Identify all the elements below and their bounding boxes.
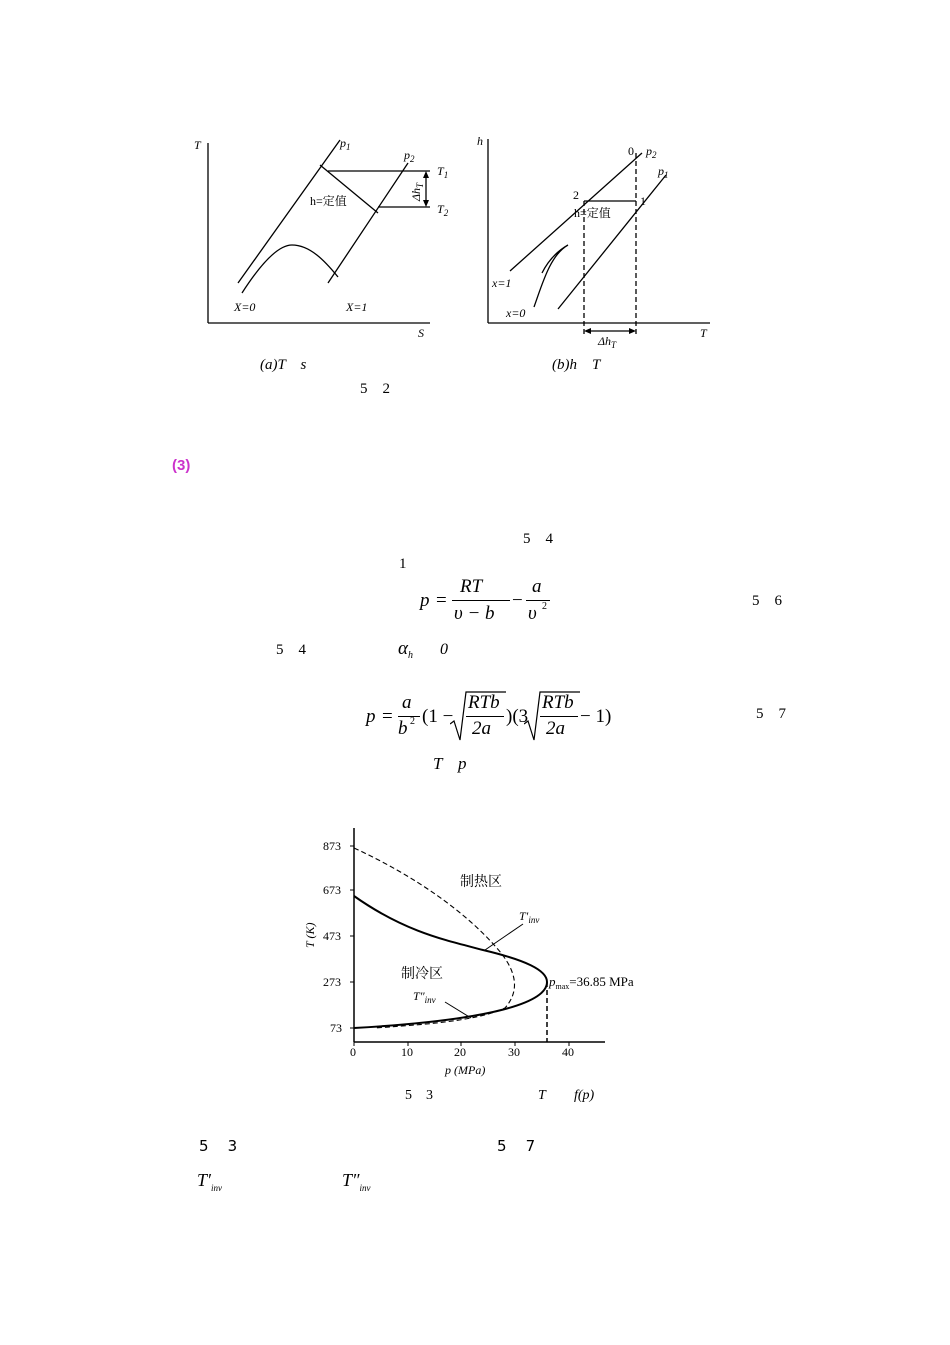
section-marker: (3) bbox=[172, 457, 191, 474]
eq57-p: p bbox=[366, 706, 376, 727]
cooling-zone-label: 制冷区 bbox=[401, 966, 443, 982]
ts-dh: $\Delta h_T$ bbox=[409, 182, 425, 201]
figure-5-3 bbox=[295, 822, 660, 1092]
eq56-den1: υ − b bbox=[454, 603, 495, 624]
equation-5-6 bbox=[420, 576, 547, 628]
eq57-sqrt2-den: 2a bbox=[546, 718, 565, 739]
bottom-t-prime-inv: $T'_{inv}$ bbox=[197, 1170, 222, 1193]
ht-axis-x: T bbox=[700, 326, 707, 340]
ht-p1: $p_1$ bbox=[658, 164, 669, 180]
eq57-part1: (1 − bbox=[422, 706, 454, 727]
ht-dh: $\Delta h_T$ bbox=[598, 334, 617, 350]
eq57-frac-num: a bbox=[402, 692, 412, 713]
ts-h-const: h=定值 bbox=[310, 194, 347, 208]
ts-p2: $p_2$ bbox=[404, 148, 415, 164]
ts-x0: X=0 bbox=[234, 300, 256, 314]
figure-5-3-caption-T: T bbox=[538, 1088, 546, 1103]
eq56-den2-exp: 2 bbox=[542, 601, 547, 612]
eq56-bar1 bbox=[452, 600, 510, 601]
ts-axis-x: S bbox=[418, 326, 424, 340]
eq56-num2: a bbox=[532, 576, 542, 597]
heating-zone-label: 制热区 bbox=[460, 874, 502, 890]
item-number-1: 1 bbox=[399, 556, 407, 572]
eq57-sqrt2-bar bbox=[540, 716, 578, 717]
eq56-num1: RT bbox=[460, 576, 483, 597]
figure-5-3-number: 5 3 bbox=[405, 1088, 433, 1103]
figure-5-3-caption-f: f(p) bbox=[574, 1088, 595, 1103]
bottom-ref-5-7: 5 7 bbox=[497, 1137, 536, 1155]
alpha-zero: 0 bbox=[440, 641, 448, 658]
eq57-frac-den: b bbox=[398, 718, 408, 739]
y-axis-label: T (K) bbox=[303, 922, 317, 948]
ht-x0: x=0 bbox=[506, 306, 526, 320]
ts-t2: $T_2$ bbox=[437, 202, 449, 218]
ht-pt0: 0 bbox=[628, 144, 634, 158]
eq57-sqrt1-num: RTb bbox=[468, 692, 500, 713]
x-tick-10: 10 bbox=[401, 1045, 413, 1059]
alpha-symbol: $\alpha_h$ bbox=[398, 638, 413, 661]
tp-line-T: T bbox=[433, 754, 443, 773]
x-tick-0: 0 bbox=[350, 1045, 356, 1059]
alpha-line-ref: 5 4 bbox=[276, 642, 306, 658]
ht-x1: x=1 bbox=[492, 276, 512, 290]
ref-5-4: 5 4 bbox=[523, 531, 553, 547]
eq57-sqrt2-num: RTb bbox=[542, 692, 574, 713]
eq57-number: 5 7 bbox=[756, 706, 786, 722]
ts-p1: $p_1$ bbox=[340, 136, 351, 152]
x-tick-30: 30 bbox=[508, 1045, 520, 1059]
pmax-label: $p_{max}=36.85$ MPa bbox=[549, 974, 634, 991]
caption-ts: (a)T s bbox=[260, 357, 307, 373]
y-tick-673: 673 bbox=[323, 883, 341, 897]
panel-ts bbox=[208, 140, 430, 323]
bottom-t-dprime-inv: $T''_{inv}$ bbox=[342, 1170, 371, 1193]
ht-h-const: h=定值 bbox=[574, 206, 611, 220]
tp-line-p: p bbox=[458, 754, 467, 773]
y-tick-73: 73 bbox=[330, 1021, 342, 1035]
eq56-minus: − bbox=[512, 590, 523, 611]
figure-5-2 bbox=[180, 125, 740, 355]
eq56-den2: υ bbox=[528, 603, 537, 624]
caption-ht: (b)h T bbox=[552, 357, 601, 373]
arrow-left bbox=[584, 328, 591, 334]
figure-5-2-number: 5 2 bbox=[360, 381, 390, 397]
eq56-p: p bbox=[420, 590, 430, 611]
x-axis-label: p (MPa) bbox=[445, 1063, 486, 1077]
eq57-eq: = bbox=[382, 706, 393, 727]
ts-axis-y: T bbox=[194, 138, 201, 152]
t-dprime-inv-label: $T''_{inv}$ bbox=[413, 989, 436, 1005]
eq57-sqrt1-den: 2a bbox=[472, 718, 491, 739]
bottom-ref-5-3: 5 3 bbox=[199, 1137, 238, 1155]
t-prime-inv-label: $T'_{inv}$ bbox=[519, 909, 540, 925]
eq56-eq: = bbox=[436, 590, 447, 611]
eq57-part2-open: )(3 bbox=[506, 706, 529, 727]
arrow-up bbox=[423, 171, 429, 178]
y-tick-873: 873 bbox=[323, 839, 341, 853]
eq57-frac-den-exp: 2 bbox=[410, 716, 415, 727]
x-tick-20: 20 bbox=[454, 1045, 466, 1059]
ts-t1: $T_1$ bbox=[437, 164, 449, 180]
ht-pt1: 1 bbox=[640, 194, 646, 208]
eq57-part2-close: − 1) bbox=[580, 706, 612, 727]
ht-p2: $p_2$ bbox=[646, 144, 657, 160]
ht-pt2: 2 bbox=[573, 188, 579, 202]
ts-x1: X=1 bbox=[346, 300, 368, 314]
arrow-right bbox=[629, 328, 636, 334]
y-tick-473: 473 bbox=[323, 929, 341, 943]
x-tick-40: 40 bbox=[562, 1045, 574, 1059]
ht-axis-y: h bbox=[477, 134, 483, 148]
eq56-number: 5 6 bbox=[752, 593, 782, 609]
equation-5-7 bbox=[366, 690, 616, 742]
eq57-sqrt1-bar bbox=[466, 716, 504, 717]
eq57-frac-bar bbox=[398, 716, 420, 717]
arrow-down bbox=[423, 200, 429, 207]
y-tick-273: 273 bbox=[323, 975, 341, 989]
